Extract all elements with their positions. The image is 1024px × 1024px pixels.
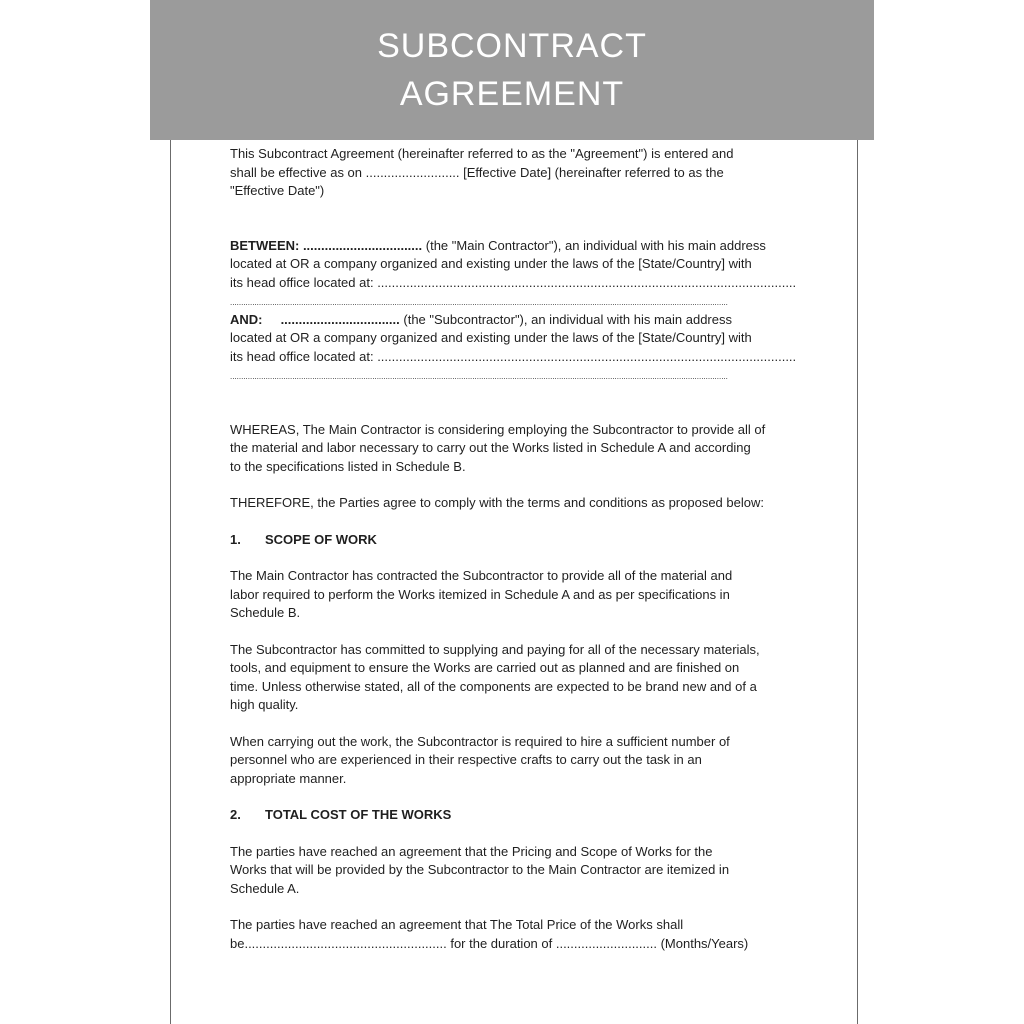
title-banner (150, 0, 874, 140)
whereas-line: to the specifications listed in Schedule B. (230, 458, 466, 474)
intro-line: "Effective Date") (230, 183, 325, 198)
section-heading-scope (230, 531, 800, 550)
therefore-paragraph: THEREFORE, the Parties agree to comply with the terms and conditions as proposed below: (230, 495, 764, 510)
between-line: its head office located at: .................................................................................................................... (230, 274, 797, 290)
between-paragraph (230, 237, 800, 311)
between-line (230, 237, 800, 256)
section-title: TOTAL COST OF THE WORKS (265, 807, 452, 822)
section-title: SCOPE OF WORK (265, 531, 377, 547)
address-blank-line (230, 366, 800, 385)
cost-paragraph-2 (230, 916, 800, 953)
section-heading-total-cost (230, 806, 800, 825)
and-line: its head office located at: .................................................................................................................... (230, 348, 797, 364)
scope-line: The Subcontractor has committed to supplying and paying for all of the necessary materials, (230, 641, 760, 657)
and-label: AND: (230, 311, 263, 327)
scope-paragraph-2 (230, 641, 800, 715)
scope-line: Schedule B. (230, 605, 301, 620)
cost-line: Works that will be provided by the Subcontractor to the Main Contractor are itemized in (230, 862, 730, 877)
cost-line: Schedule A. (230, 880, 300, 896)
and-line: located at OR a company organized and existing under the laws of the [State/Country] with (230, 330, 752, 345)
scope-line: labor required to perform the Works itemized in Schedule A and as per specifications in (230, 586, 730, 602)
intro-line: shall be effective as on .......................... [Effective Date] (hereinafter referred to as the (230, 164, 724, 180)
banner-title-line-2: AGREEMENT (399, 75, 625, 113)
scope-line: time. Unless otherwise stated, all of the components are expected to be brand new and of a (230, 678, 757, 694)
intro-line: This Subcontract Agreement (hereinafter referred to as the "Agreement") is entered and (230, 146, 734, 161)
whereas-line: WHEREAS, The Main Contractor is considering employing the Subcontractor to provide all of (230, 421, 766, 437)
section-number: 1. (230, 531, 241, 547)
cost-line: The parties have reached an agreement that the Pricing and Scope of Works for the (230, 843, 713, 859)
scope-line: When carrying out the work, the Subcontractor is required to hire a sufficient number of (230, 733, 730, 749)
banner-title-line-1: SUBCONTRACT (377, 27, 647, 65)
scope-paragraph-1 (230, 567, 800, 623)
scope-line: tools, and equipment to ensure the Works are carried out as planned and are finished on (230, 660, 740, 675)
scope-line: appropriate manner. (230, 770, 347, 786)
between-line-rest: (the "Main Contractor"), an individual with his main address (422, 237, 766, 253)
scope-line: personnel who are experienced in their respective crafts to carry out the task in an (230, 752, 702, 767)
and-line (230, 311, 800, 330)
and-paragraph (230, 311, 800, 385)
address-blank-line (230, 292, 800, 311)
between-label: BETWEEN: ................................. (230, 237, 423, 253)
scope-paragraph-3 (230, 733, 800, 789)
scope-line: high quality. (230, 697, 299, 712)
cost-line: be........................................................ for the duration of ............................ (Months/Years) (230, 935, 749, 951)
and-line-rest: (the "Subcontractor"), an individual with his main address (399, 311, 732, 327)
between-line: located at OR a company organized and existing under the laws of the [State/Country] with (230, 256, 752, 271)
whereas-paragraph (230, 421, 800, 477)
document-body (230, 145, 800, 953)
section-number: 2. (230, 807, 241, 822)
intro-paragraph (230, 145, 800, 201)
scope-line: The Main Contractor has contracted the Subcontractor to provide all of the material and (230, 568, 733, 583)
cost-line: The parties have reached an agreement that The Total Price of the Works shall (230, 917, 684, 932)
and-blank: ................................. (280, 311, 400, 327)
whereas-line: the material and labor necessary to carry out the Works listed in Schedule A and according (230, 440, 751, 455)
cost-paragraph-1 (230, 843, 800, 899)
